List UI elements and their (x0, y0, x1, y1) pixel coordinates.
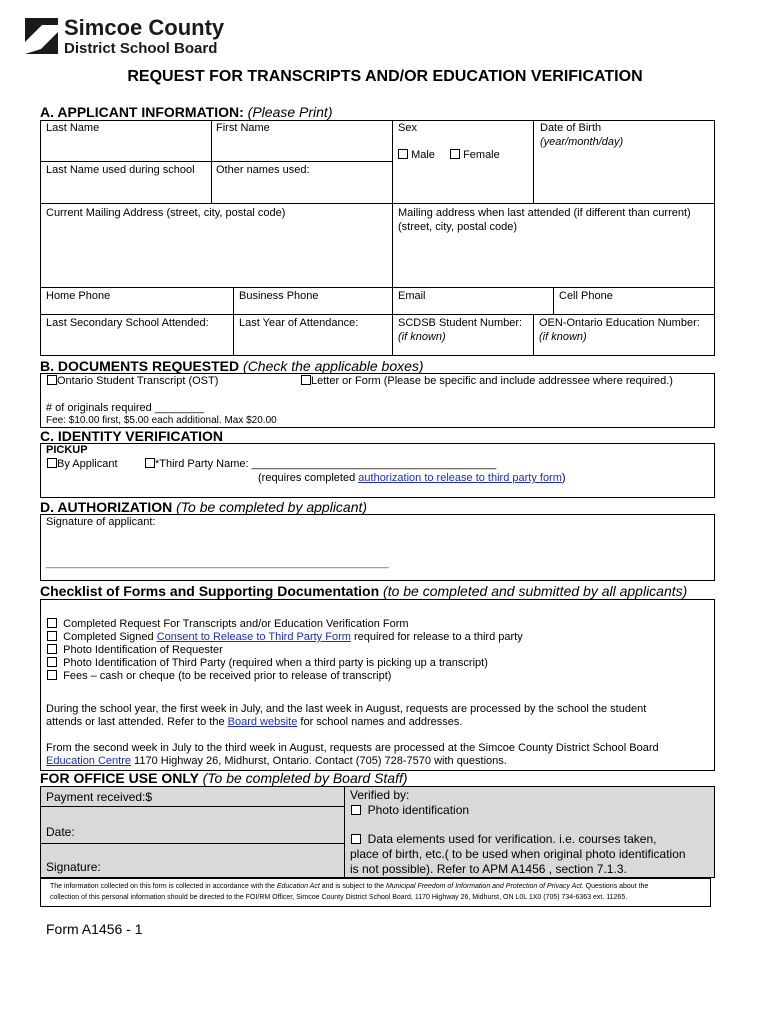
logo-line1: Simcoe County (64, 15, 225, 40)
other-names-field[interactable]: Other names used: (216, 164, 310, 176)
data-elements-checkbox[interactable] (351, 834, 361, 844)
photo-id-checkbox[interactable] (351, 805, 361, 815)
cell-phone-field[interactable]: Cell Phone (559, 290, 613, 302)
sex-male-option[interactable]: Male (398, 149, 435, 161)
third-party-option[interactable]: *Third Party Name: ________________________________________ (145, 458, 496, 470)
section-c-heading: C. IDENTITY VERIFICATION (40, 428, 224, 444)
logo-line2: District School Board (64, 40, 218, 57)
business-phone-field[interactable]: Business Phone (239, 290, 319, 302)
letter-option[interactable]: Letter or Form (Please be specific and include addressee where required.) (301, 375, 673, 387)
processing-paragraph-1-line2: attends or last attended. Refer to the Board website for school names and addresses. (46, 716, 463, 728)
female-checkbox[interactable] (450, 149, 460, 159)
board-website-link[interactable]: Board website (227, 716, 298, 728)
oen-field[interactable]: OEN-Ontario Education Number: (539, 317, 700, 329)
home-phone-field[interactable]: Home Phone (46, 290, 111, 302)
male-checkbox[interactable] (398, 149, 408, 159)
oen-note: (if known) (539, 331, 587, 343)
checklist-heading: Checklist of Forms and Supporting Documentation (to be completed and submitted by all applicants) (40, 583, 688, 599)
payment-received-field[interactable]: Payment received:$ (46, 790, 153, 804)
form-number: Form A1456 - 1 (46, 921, 143, 937)
checklist-checkbox[interactable] (47, 670, 57, 680)
ost-checkbox[interactable] (47, 375, 57, 385)
signature-label: Signature of applicant: (46, 516, 156, 528)
checklist-item[interactable]: Photo Identification of Third Party (required when a third party is picking up a transcript) (47, 657, 488, 669)
identity-verification-box (40, 443, 715, 498)
checklist-checkbox[interactable] (47, 618, 57, 628)
last-name-field[interactable]: Last Name (46, 122, 100, 134)
processing-paragraph-2: From the second week in July to the third week in August, requests are processed at the Simcoe County District School Board (46, 742, 659, 754)
office-signature-field[interactable]: Signature: (46, 860, 101, 874)
logo-mark-icon (22, 18, 60, 58)
checklist-item[interactable]: Completed Request For Transcripts and/or Education Verification Form (47, 618, 409, 630)
checklist-checkbox[interactable] (47, 631, 57, 641)
section-d-heading: D. AUTHORIZATION (To be completed by applicant) (40, 499, 368, 515)
student-number-field[interactable]: SCDSB Student Number: (398, 317, 523, 329)
page-title: REQUEST FOR TRANSCRIPTS AND/OR EDUCATION VERIFICATION (127, 68, 643, 85)
dob-field[interactable]: Date of Birth (540, 122, 602, 134)
privacy-notice-line1: The information collected on this form is collected in accordance with the Education Act and is subject to the Municipal Freedom of Information and Protection of Privacy Act. Questions about the (50, 883, 649, 890)
mailing-address-field[interactable]: Current Mailing Address (street, city, postal code) (46, 207, 286, 219)
signature-line[interactable]: ________________________________________________________ (46, 557, 389, 569)
last-year-field[interactable]: Last Year of Attendance: (239, 317, 359, 329)
third-party-requirement: (requires completed authorization to release to third party form) (258, 472, 566, 484)
checklist-item[interactable]: Photo Identification of Requester (47, 644, 223, 656)
first-name-field[interactable]: First Name (216, 122, 270, 134)
processing-paragraph-2-line2: Education Centre 1170 Highway 26, Midhurst, Ontario. Contact (705) 728-7570 with questions. (46, 755, 507, 767)
mailing-address-last-note: (street, city, postal code) (398, 221, 518, 233)
office-date-field[interactable]: Date: (46, 825, 75, 839)
photo-id-option[interactable]: Photo identification (351, 803, 469, 817)
verified-by-label: Verified by: (350, 788, 410, 802)
checklist-item[interactable]: Completed Signed Consent to Release to Third Party Form required for release to a third party (47, 631, 523, 643)
section-a-heading: A. APPLICANT INFORMATION: (Please Print) (40, 104, 333, 120)
data-elements-line3: is not possible). Refer to APM A1456 , section 7.1.3. (350, 862, 627, 876)
sex-female-option[interactable]: Female (450, 149, 500, 161)
board-logo (22, 15, 225, 60)
mailing-address-last-field[interactable]: Mailing address when last attended (if different than current) (398, 207, 691, 219)
privacy-notice-line2: collection of this personal information should be directed to the FOI/RM Officer, Simcoe County District School Board, 1170 Highway 26, Midhurst, ON L0L 1X0 (705) 734-6363 ext. 11265. (50, 894, 628, 901)
by-applicant-checkbox[interactable] (47, 458, 57, 468)
student-number-note: (if known) (398, 331, 446, 343)
checklist-checkbox[interactable] (47, 657, 57, 667)
education-centre-link[interactable]: Education Centre (46, 755, 131, 767)
letter-checkbox[interactable] (301, 375, 311, 385)
consent-form-link[interactable]: Consent to Release to Third Party Form (156, 631, 351, 643)
office-use-heading: FOR OFFICE USE ONLY (To be completed by Board Staff) (40, 770, 408, 786)
data-elements-line2: place of birth, etc.( to be used when original photo identification (350, 847, 686, 861)
last-name-school-field[interactable]: Last Name used during school (46, 164, 195, 176)
by-applicant-option[interactable]: By Applicant (47, 458, 118, 470)
processing-paragraph-1: During the school year, the first week in July, and the last week in August, requests are processed by the school the student (46, 703, 647, 715)
authorization-form-link[interactable]: authorization to release to third party form (358, 472, 562, 484)
sex-label: Sex (398, 122, 417, 134)
originals-field[interactable]: # of originals required ________ (46, 402, 204, 414)
fee-note: Fee: $10.00 first, $5.00 each additional. Max $20.00 (46, 415, 277, 426)
email-field[interactable]: Email (398, 290, 426, 302)
third-party-checkbox[interactable] (145, 458, 155, 468)
ost-option[interactable]: Ontario Student Transcript (OST) (47, 375, 218, 387)
section-b-heading: B. DOCUMENTS REQUESTED (Check the applicable boxes) (40, 358, 424, 374)
checklist-item[interactable]: Fees – cash or cheque (to be received prior to release of transcript) (47, 670, 391, 682)
data-elements-option[interactable]: Data elements used for verification. i.e. courses taken, (351, 832, 656, 846)
last-school-field[interactable]: Last Secondary School Attended: (46, 317, 209, 329)
checklist-checkbox[interactable] (47, 644, 57, 654)
pickup-label: PICKUP (46, 444, 88, 456)
dob-format: (year/month/day) (540, 136, 624, 148)
